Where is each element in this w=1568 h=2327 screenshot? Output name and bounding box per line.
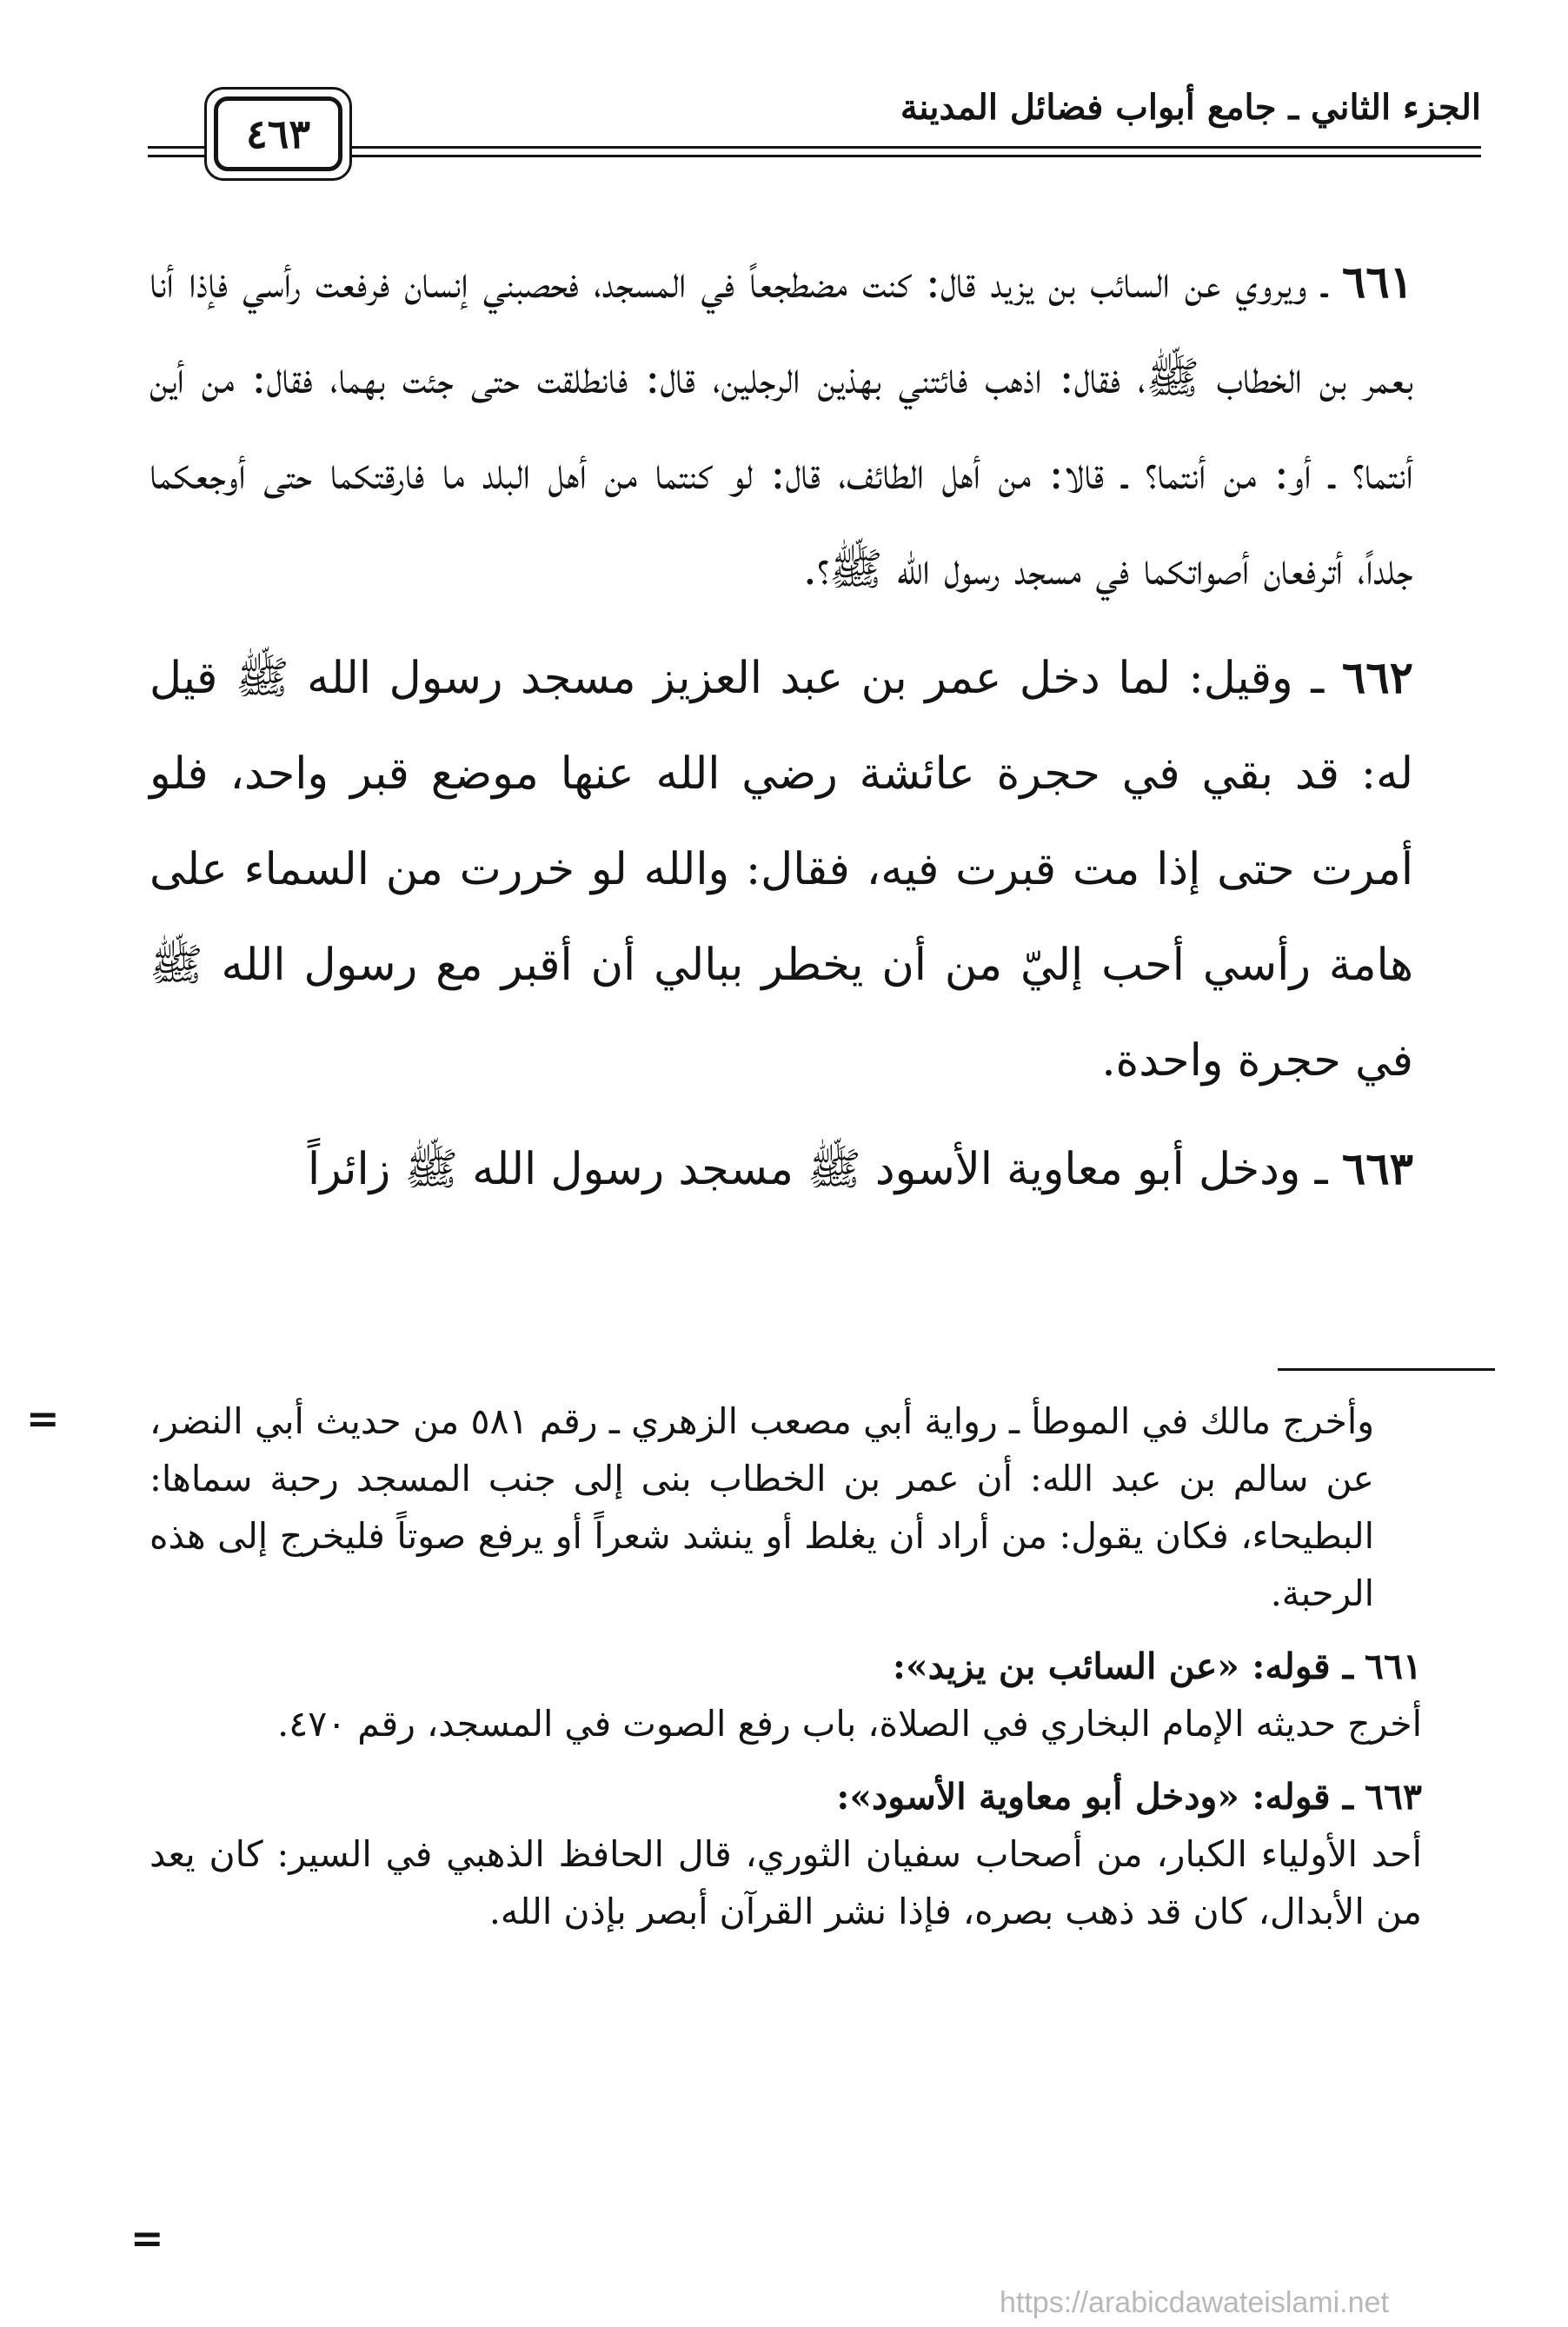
page-number-frame: [204, 87, 352, 181]
paragraph-text: ـ وقيل: لما دخل عمر بن عبد العزيز مسجد رسول الله ﷺ قيل له: قد بقي في حجرة عائشة رضي الله عنها موضع قبر واحد، فلو أمرت حتى إذا مت قبرت فيه، فقال: والله لو خررت من السماء على هامة رأسي أحب إليّ من أن يخطر ببالي أن أقبر مع رسول الله ﷺ في حجرة واحدة.: [149, 653, 1413, 1087]
running-title: الجزء الثاني ـ جامع أبواب فضائل المدينة: [900, 87, 1481, 128]
continuation-mark: =: [130, 2215, 164, 2262]
paragraph-661: [149, 235, 1413, 618]
footnote-separator: [1278, 1368, 1495, 1371]
footnote-lemma: ـ قوله: «ودخل أبو معاوية الأسود»:: [836, 1776, 1353, 1818]
paragraph-663: [149, 1121, 1413, 1218]
footnote-lemma: ـ قوله: «عن السائب بن يزيد»:: [892, 1646, 1353, 1687]
footnote-number: ٦٦١: [1364, 1646, 1422, 1687]
footnotes: [149, 1393, 1422, 1956]
footnote-text: أحد الأولياء الكبار، من أصحاب سفيان الثوري، قال الحافظ الذهبي في السير: كان يعد من الأبدال، كان قد ذهب بصره، فإذا نشر القرآن أبصر بإذن الله.: [149, 1833, 1422, 1932]
continuation-mark: =: [26, 1395, 60, 1442]
paragraph-number: ٦٦٣: [1341, 1143, 1413, 1195]
footnote-continued: وأخرج مالك في الموطأ ـ رواية أبي مصعب الزهري ـ رقم ٥٨١ من حديث أبي النضر، عن سالم بن عبد الله: أن عمر بن الخطاب بنى إلى جنب المسجد رحبة سماها: البطيحاء، فكان يقول: من أراد أن يغلط أو ينشد شعراً أو يرفع صوتاً فليخرج إلى هذه الرحبة.: [149, 1400, 1375, 1614]
watermark-url: https://arabicdawateislami.net: [1000, 2286, 1389, 2319]
paragraph-number: ٦٦٢: [1341, 652, 1413, 704]
footnote-text: أخرج حديثه الإمام البخاري في الصلاة، باب رفع الصوت في المسجد، رقم ٤٧٠.: [277, 1703, 1422, 1745]
footnote-661: [149, 1638, 1422, 1752]
page-number: ٤٦٣: [214, 96, 342, 171]
footnote-number: ٦٦٣: [1364, 1776, 1422, 1818]
paragraph-text: ـ ويروي عن السائب بن يزيد قال: كنت مضطجعاً في المسجد، فحصبني إنسان فرفعت رأسي فإذا أنا بعمر بن الخطاب ﷺ، فقال: اذهب فائتني بهذين الرجلين، قال: فانطلقت حتى جئت بهما، فقال: من أين أنتما؟ ـ أو: من أنتما؟ ـ قالا: من أهل الطائف، قال: لو كنتما من أهل البلد ما فارقتكما حتى أوجعكما جلداً، أترفعان أصواتكما في مسجد رسول الله ﷺ؟.: [149, 257, 1413, 595]
main-text: [149, 235, 1413, 1230]
paragraph-number: ٦٦١: [1341, 256, 1413, 309]
paragraph-662: [149, 630, 1413, 1109]
paragraph-text: ـ ودخل أبو معاوية الأسود ﷺ مسجد رسول الله ﷺ زائراً: [307, 1144, 1328, 1195]
footnote-663: [149, 1768, 1422, 1940]
